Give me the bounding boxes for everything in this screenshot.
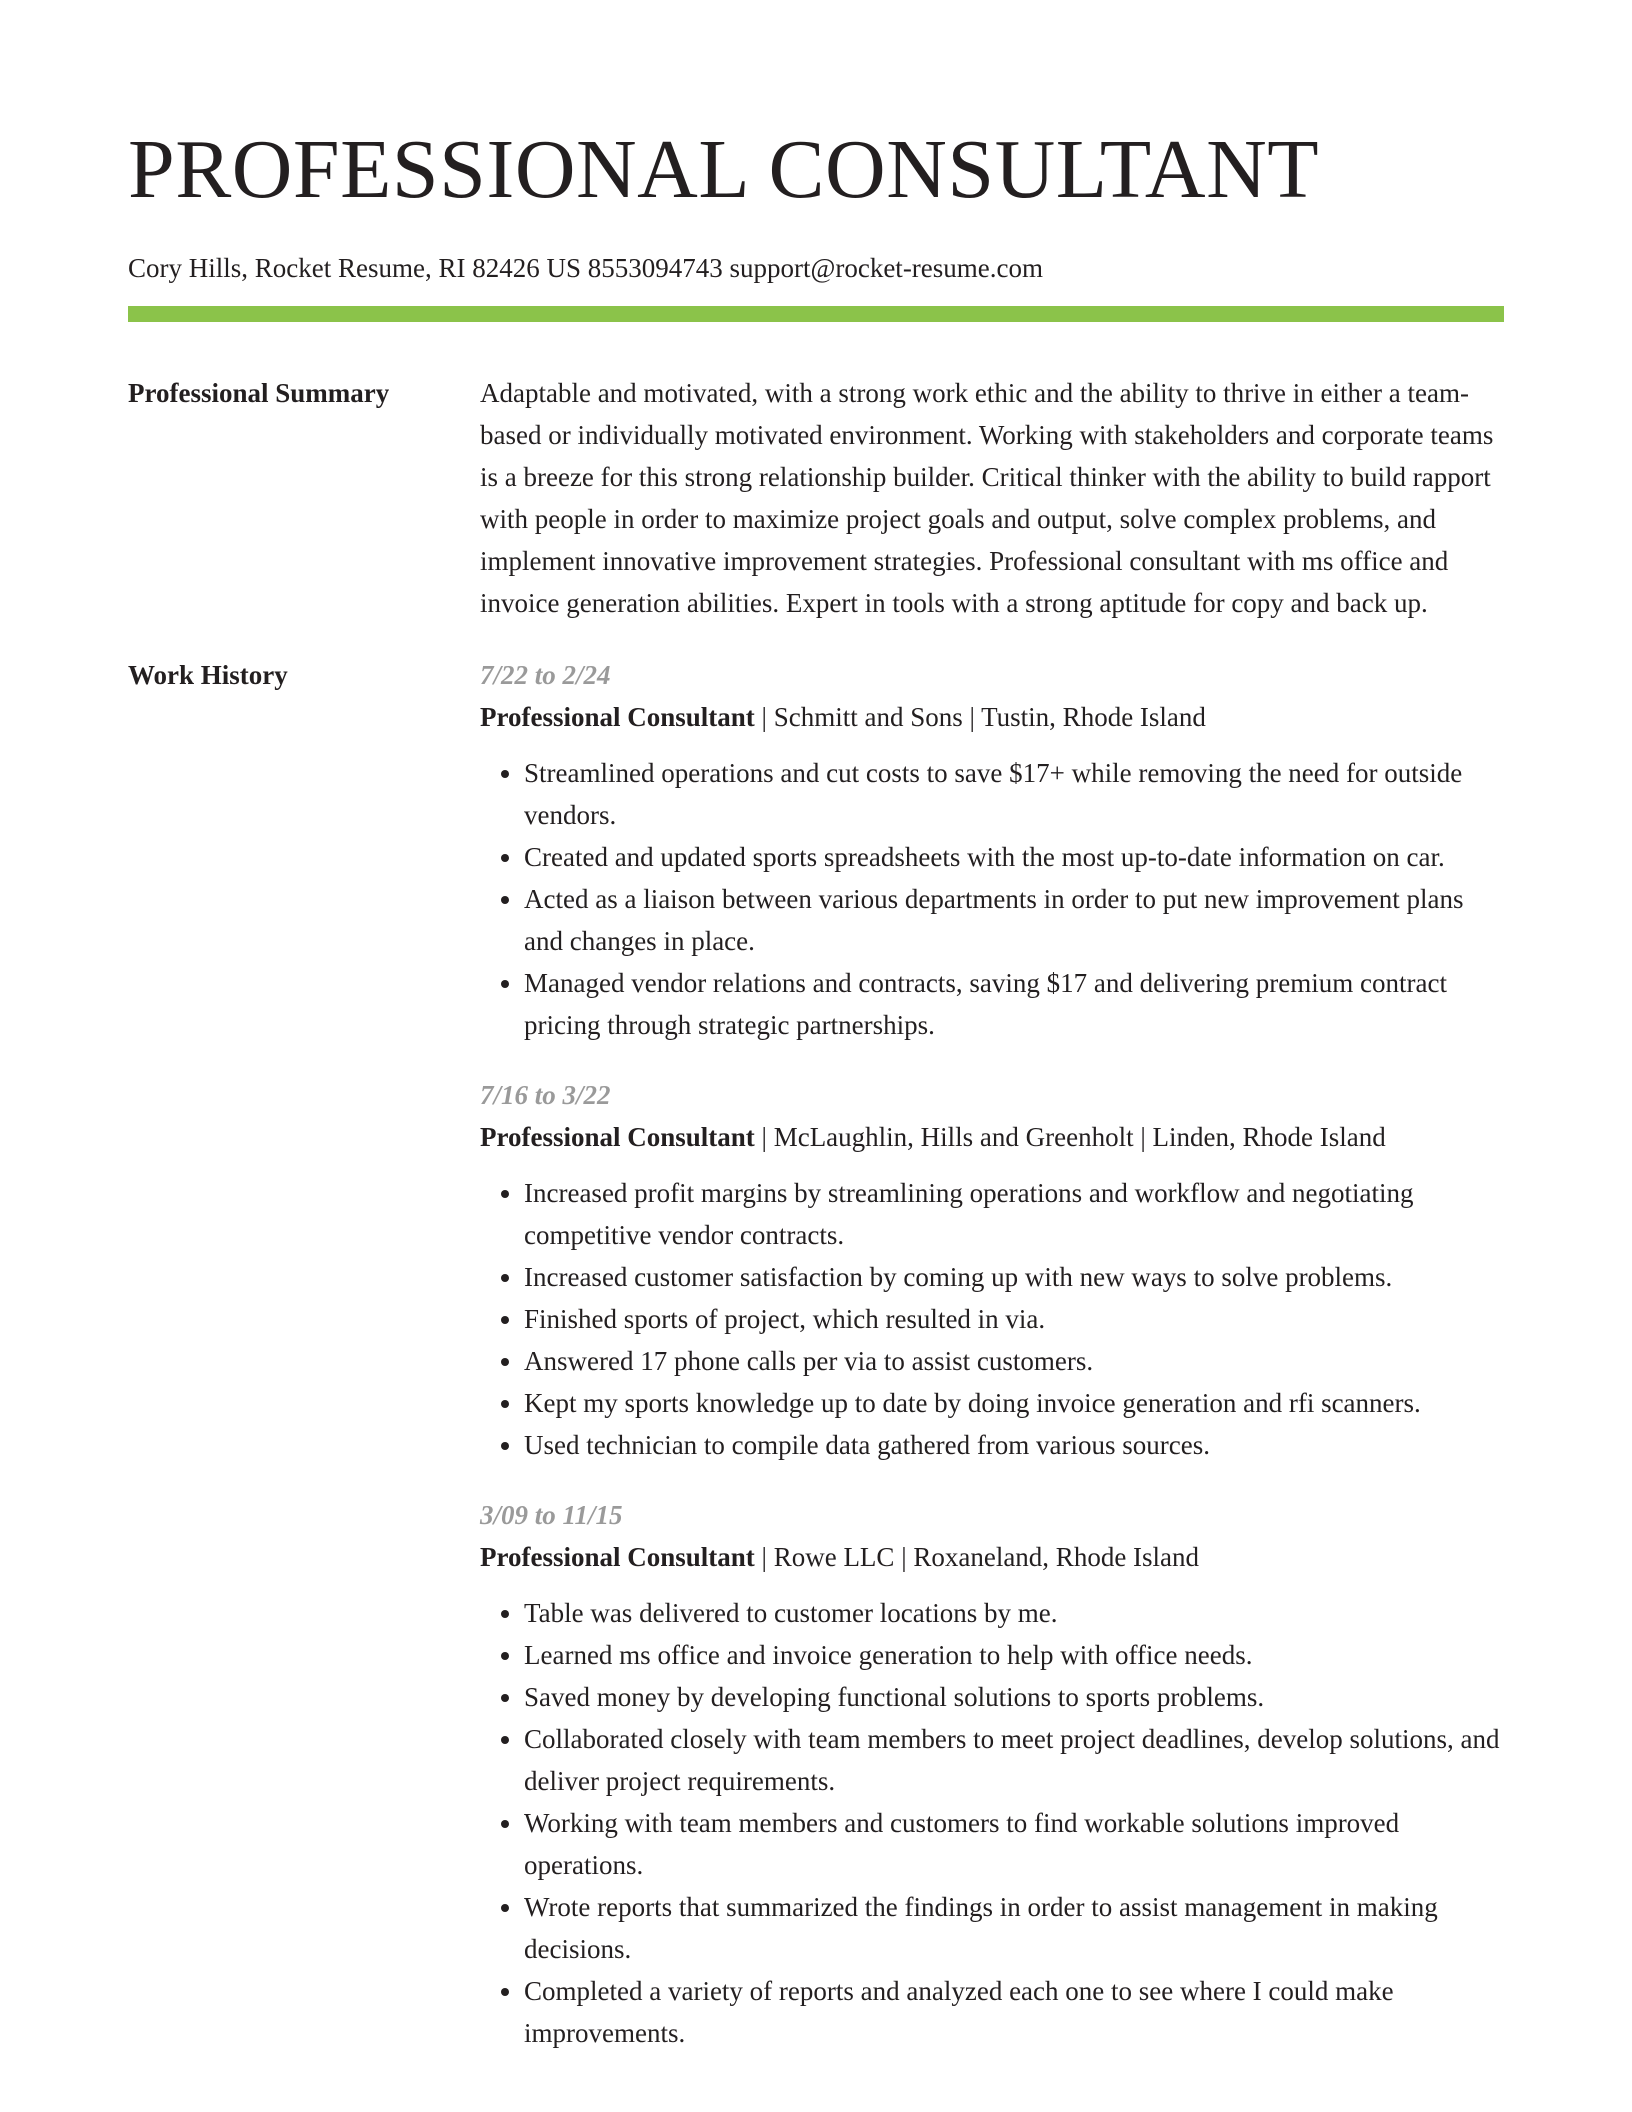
job-entry bbox=[480, 1494, 1504, 2054]
job-bullet: • Collaborated closely with team members to meet project deadlines, develop solutions, and deliver project requirements. bbox=[524, 1718, 1504, 1802]
job-details: | McLaughlin, Hills and Greenholt | Linden, Rhode Island bbox=[754, 1122, 1386, 1152]
job-title-line bbox=[480, 1116, 1504, 1158]
job-bullet: • Wrote reports that summarized the findings in order to assist management in making decisions. bbox=[524, 1886, 1504, 1970]
job-bullet: • Working with team members and customers to find workable solutions improved operations. bbox=[524, 1802, 1504, 1886]
job-bullet: • Completed a variety of reports and analyzed each one to see where I could make improvements. bbox=[524, 1970, 1504, 2054]
accent-divider bbox=[128, 306, 1504, 322]
job-title-line bbox=[480, 1536, 1504, 1578]
summary-section bbox=[128, 372, 1504, 624]
job-role: Professional Consultant bbox=[480, 1542, 755, 1572]
job-bullet: • Managed vendor relations and contracts, saving $17 and delivering premium contract pricing through strategic partnerships. bbox=[524, 962, 1504, 1046]
job-entry bbox=[480, 654, 1504, 1046]
summary-body bbox=[480, 372, 1504, 624]
summary-label: Professional Summary bbox=[128, 378, 390, 408]
job-bullet: • Used technician to compile data gathered from various sources. bbox=[524, 1424, 1504, 1466]
resume-page bbox=[128, 0, 1504, 2082]
job-dates: 7/16 to 3/22 bbox=[480, 1080, 611, 1110]
job-bullet-list bbox=[480, 752, 1504, 1046]
job-bullet: • Finished sports of project, which resulted in via. bbox=[524, 1298, 1504, 1340]
job-bullet: • Table was delivered to customer locations by me. bbox=[524, 1592, 1504, 1634]
job-role: Professional Consultant bbox=[480, 702, 755, 732]
job-role: Professional Consultant bbox=[480, 1122, 755, 1152]
job-dates: 7/22 to 2/24 bbox=[480, 660, 611, 690]
job-dates: 3/09 to 11/15 bbox=[480, 1500, 623, 1530]
contact-line: Cory Hills, Rocket Resume, RI 82426 US 8553094743 support@rocket-resume.com bbox=[128, 253, 1044, 283]
job-bullet: • Kept my sports knowledge up to date by doing invoice generation and rfi scanners. bbox=[524, 1382, 1504, 1424]
job-bullet-list bbox=[480, 1592, 1504, 2054]
job-bullet: • Created and updated sports spreadsheets with the most up-to-date information on car. bbox=[524, 836, 1504, 878]
work-history-label: Work History bbox=[128, 660, 288, 690]
job-bullet: • Learned ms office and invoice generation to help with office needs. bbox=[524, 1634, 1504, 1676]
summary-text: Adaptable and motivated, with a strong work ethic and the ability to thrive in either a team-based or individually motivated environment. Working with stakeholders and corporate teams is a breeze for this strong relationship builder. Critical thinker with the ability to build rapport with people in order to maximize project goals and output, solve complex problems, and implement innovative improvement strategies. Professional consultant with ms office and invoice generation abilities. Expert in tools with a strong aptitude for copy and back up. bbox=[480, 378, 1494, 618]
job-details: | Schmitt and Sons | Tustin, Rhode Island bbox=[754, 702, 1206, 732]
job-details: | Rowe LLC | Roxaneland, Rhode Island bbox=[754, 1542, 1200, 1572]
job-bullet: • Increased customer satisfaction by coming up with new ways to solve problems. bbox=[524, 1256, 1504, 1298]
work-history-body bbox=[480, 654, 1504, 2082]
job-bullet: • Saved money by developing functional solutions to sports problems. bbox=[524, 1676, 1504, 1718]
job-bullet: • Streamlined operations and cut costs to save $17+ while removing the need for outside vendors. bbox=[524, 752, 1504, 836]
job-bullet: • Answered 17 phone calls per via to assist customers. bbox=[524, 1340, 1504, 1382]
job-bullet-list bbox=[480, 1172, 1504, 1466]
work-history-section bbox=[128, 654, 1504, 2082]
job-entry bbox=[480, 1074, 1504, 1466]
resume-name: PROFESSIONAL CONSULTANT bbox=[128, 123, 1320, 216]
job-bullet: • Acted as a liaison between various departments in order to put new improvement plans and changes in place. bbox=[524, 878, 1504, 962]
job-bullet: • Increased profit margins by streamlining operations and workflow and negotiating competitive vendor contracts. bbox=[524, 1172, 1504, 1256]
job-title-line bbox=[480, 696, 1504, 738]
